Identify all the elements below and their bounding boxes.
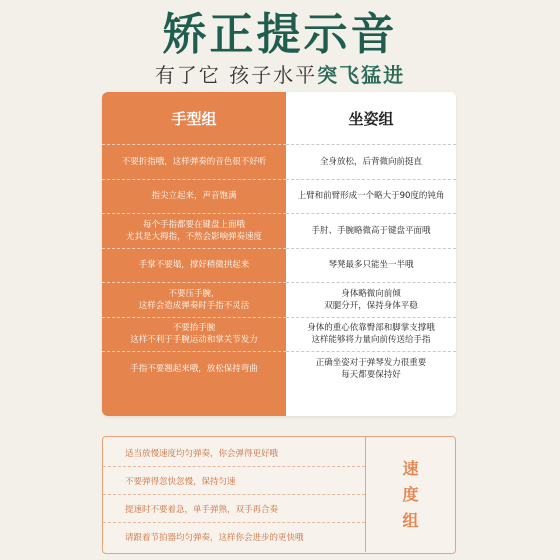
hand-shape-header: 手型组 — [171, 109, 217, 128]
posture-row: 正确坐姿对于弹琴发力很重要 每天都要保持好 — [286, 351, 456, 386]
speed-label-char: 度 — [402, 484, 419, 504]
posture-header: 坐姿组 — [348, 109, 394, 128]
posture-row: 手肘、手腕略微高于键盘平面哦 — [286, 213, 456, 248]
hand-shape-row: 每个手指都要在键盘上面哦 尤其是大拇指，不然会影响弹奏速度 — [102, 213, 286, 248]
subtitle-prefix: 有了它 孩子水平 — [154, 63, 318, 87]
speed-group-label — [365, 437, 455, 552]
comparison-table — [102, 92, 456, 416]
speed-label-char: 组 — [402, 510, 419, 530]
subtitle-highlight: 突飞猛进 — [317, 63, 406, 87]
posture-row: 身体的重心依靠臀部和脚掌支撑哦 这样能够将力量向前传送给手指 — [286, 317, 456, 352]
speed-tips-list — [103, 439, 365, 551]
posture-column — [286, 92, 456, 416]
hand-shape-row: 手指不要翘起来哦，放松保持弯曲 — [102, 351, 286, 386]
page-subtitle — [0, 62, 560, 88]
posture-row: 琴凳最多只能坐一半哦 — [286, 248, 456, 283]
speed-tip: 适当放慢速度均匀弹奏，你会弹得更好哦 — [103, 439, 365, 467]
speed-tip: 不要弹得忽快忽慢，保持匀速 — [103, 467, 365, 495]
posture-row: 上臂和前臂形成一个略大于90度的钝角 — [286, 179, 456, 214]
speed-tip: 提速时不要着急，单手弹熟，双手再合奏 — [103, 495, 365, 523]
speed-group-box — [102, 436, 456, 554]
hand-shape-row: 指尖立起来，声音饱满 — [102, 179, 286, 214]
page-title: 矫正提示音 — [162, 9, 398, 60]
hand-shape-row: 不要折指哦，这样弹奏的音色很不好听 — [102, 144, 286, 179]
hand-shape-row: 手掌不要塌，撑好稍微拱起来 — [102, 248, 286, 283]
posture-row: 身体略微向前倾 双腿分开，保持身体平稳 — [286, 282, 456, 317]
hand-shape-row: 不要压手腕， 这样会造成弹奏时手指不灵活 — [102, 282, 286, 317]
hand-shape-column — [102, 92, 286, 416]
posture-row: 全身放松，后背微向前挺直 — [286, 144, 456, 179]
speed-tip: 请跟着节拍器均匀弹奏，这样你会进步的更快哦 — [125, 533, 304, 543]
hand-shape-row: 不要抬手腕 这样不利于手腕运动和掌关节发力 — [102, 317, 286, 352]
speed-label-char: 速 — [402, 458, 419, 478]
